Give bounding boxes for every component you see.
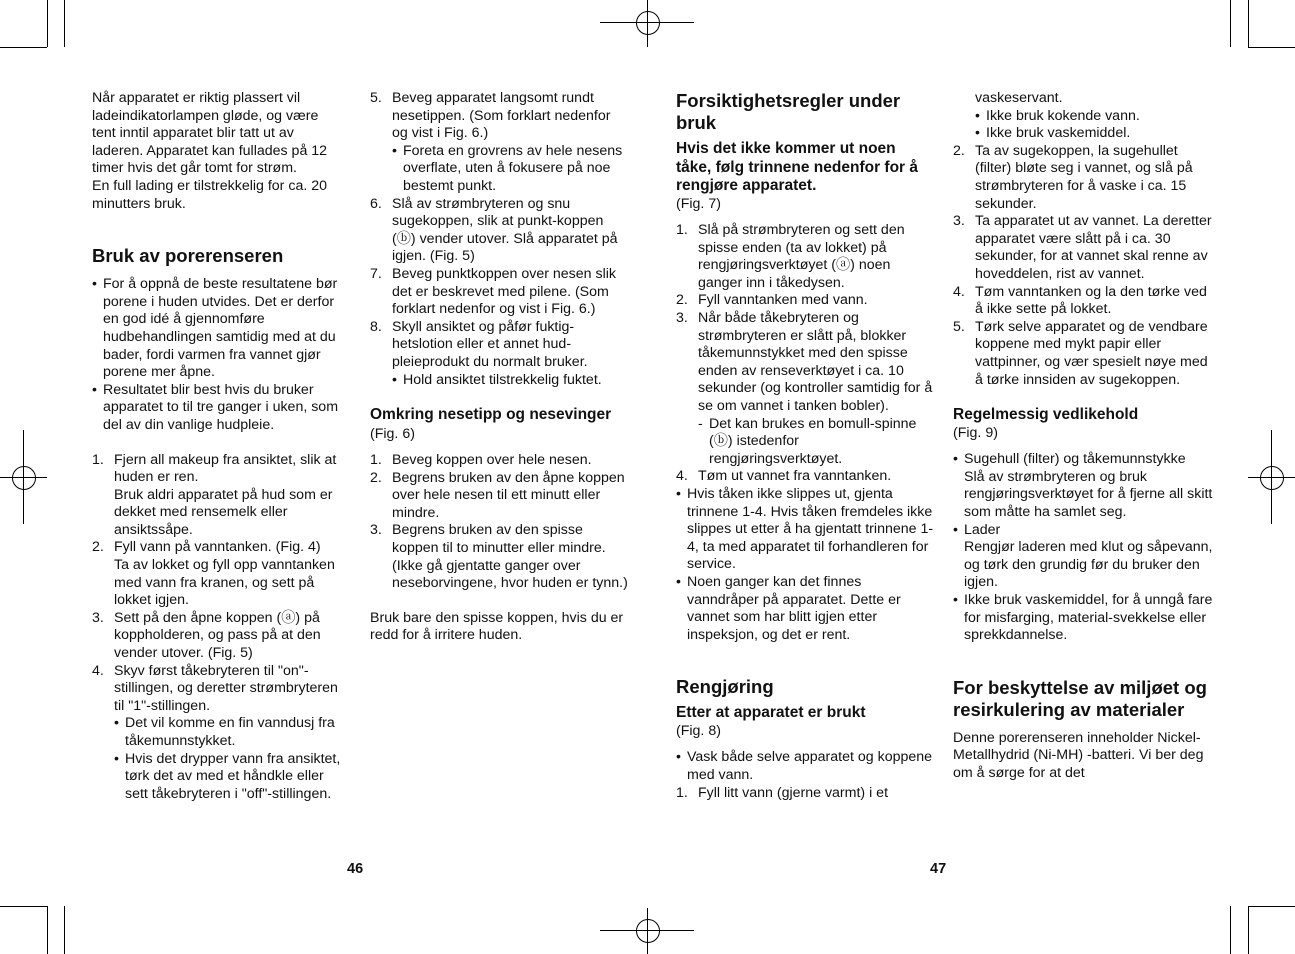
step-item: 4. Skyv først tåkebryteren til "on"-stillingen, og deretter strømbryteren til "1"-stillingen. <box>92 662 338 714</box>
section-heading: Rengjøring <box>676 676 774 698</box>
bullet-item: • Resultatet blir best hvis du bruker apparatet to til tre ganger i uken, som del av din vanlige hudpleie. <box>92 381 339 433</box>
step-item: 1. Beveg koppen over hele nesen. <box>370 452 592 469</box>
column-1 <box>92 90 344 803</box>
bullet-item: • Foreta en grovrens av hele nesens overflate, uten å fokusere på noe bestemt punkt. <box>392 142 623 194</box>
step-item: 5. Beveg apparatet langsomt rundt nesetippen. (Som forklart nedenfor og vist i Fig. 6.) • Foreta en grovrens av hele nesens overflate, uten å fokusere på noe bestemt punkt. <box>370 90 628 196</box>
note-paragraph: Bruk bare den spisse koppen, hvis du er redd for å irritere huden. <box>370 609 624 644</box>
step-item: 1. Fjern all makeup fra ansiktet, slik at huden er ren. Bruk aldri apparatet på hud som er dekket med rensemelk eller ansiktssåpe. <box>92 451 337 538</box>
bullet-item: • Hold ansiktet tilstrekkelig fuktet. <box>392 371 602 388</box>
step-item: 1. Slå på strømbryteren og sett den spisse enden (ta av lokket) på rengjøringsverktøyet (ⓐ) noen ganger inn i tåkedysen. <box>676 222 905 291</box>
step-item: 3. Begrens bruken av den spisse koppen til to minutter eller mindre. (Ikke gå gjentatte ganger over neseborvingene, hvor huden er tynn.) <box>370 522 628 592</box>
bullet-item: • Hvis det drypper vann fra ansiktet, tørk det av med et håndkle eller sett tåkebryteren i "off"-stillingen. <box>114 750 341 802</box>
bullet-item: • Det vil komme en fin vanndusj fra tåkemunnstykket. <box>114 715 335 749</box>
step-item: 3. Ta apparatet ut av vannet. La deretter apparatet være slått på i ca. 30 sekunder, for at vannet skal renne av hoveddelen, rist av vannet. <box>953 213 1212 282</box>
bullet-item: • Ikke bruk vaskemiddel. <box>975 125 1131 142</box>
continued-text: vaskeservant. <box>975 90 1063 106</box>
env-paragraph: Denne porerenseren inneholder Nickel-Metallhydrid (Ni-MH) -batteri. Vi ber deg om å sørge for at det <box>953 729 1204 781</box>
column-4 <box>953 90 1213 783</box>
fig-ref: (Fig. 8) <box>676 722 721 739</box>
intro-paragraph: En full lading er tilstrekkelig for ca. 20 minutters bruk. <box>92 177 327 212</box>
section-heading: Omkring nesetipp og nesevinger (Fig. 6) <box>370 406 612 442</box>
bullet-item: • Vask både selve apparatet og koppene med vann. <box>676 749 933 784</box>
step-item: 1. Fyll litt vann (gjerne varmt) i et <box>676 784 889 801</box>
step-item: 4. Tøm ut vannet fra vanntanken. <box>676 468 892 485</box>
page-number-left: 46 <box>347 861 364 877</box>
bullet-item: • Noen ganger kan det finnes vanndråper på apparatet. Dette er vannet som har blitt igjen etter inspeksjon, og det er rent. <box>676 573 901 643</box>
step-item: 3. Når både tåkebryteren og strømbryteren er slått på, blokker tåkemunnstykket med den spisse enden av renseverktøyet i ca. 10 sekunder (og kontroller samtidig for å se om vannet i tanken bobler). - Det kan brukes en bomull-spinne (ⓑ) istedenfor rengjøringsverktøyet. <box>676 310 933 467</box>
section-heading: Regelmessig vedlikehold <box>953 406 1139 424</box>
sub-heading: Etter at apparatet er brukt <box>676 704 866 722</box>
dash-item: - Det kan brukes en bomull-spinne (ⓑ) istedenfor rengjøringsverktøyet. <box>698 415 917 467</box>
section-heading: Bruk av porerenseren <box>92 245 284 267</box>
step-item: 2. Fyll vann på vanntanken. (Fig. 4) Ta av lokket og fyll opp vanntanken med vann fra kranen, og sett på lokket igjen. <box>92 539 335 609</box>
step-item: 2. Fyll vanntanken med vann. <box>676 292 868 309</box>
section-heading: For beskyttelse av miljøet og resirkulering av materialer <box>953 676 1207 720</box>
fig-ref: (Fig. 9) <box>953 424 998 441</box>
step-item: 2. Ta av sugekoppen, la sugehullet (filter) bløte seg i vannet, og slå på strømbryteren for å vaske i ca. 15 sekunder. <box>953 142 1193 212</box>
bullet-item: • Lader Rengjør laderen med klut og såpevann, og tørk den grundig før du bruker den igjen. <box>953 521 1213 591</box>
intro-paragraph: Når apparatet er riktig plassert vil ladeindikatorlampen gløde, og være tent inntil apparatet blir tatt ut av laderen. Apparatet kan fullades på 12 timer hvis det går tomt for strøm. <box>92 90 328 177</box>
bullet-item: • Hvis tåken ikke slippes ut, gjenta trinnene 1-4. Hvis tåken fremdeles ikke slippes ut etter å ha gjentatt trinnene 1-4, ta med apparatet til forhandleren for service. <box>676 486 934 573</box>
step-item: 8. Skyll ansiktet og påfør fuktig-hetslotion eller et annet hud-pleieprodukt du normalt bruker. • Hold ansiktet tilstrekkelig fuktet. <box>370 319 628 389</box>
fig-ref: (Fig. 7) <box>676 195 721 212</box>
page-number-right: 47 <box>930 861 947 877</box>
step-item: 7. Beveg punktkoppen over nesen slik det er beskrevet med pilene. (Som forklart nedenfor og vist i Fig. 6.) <box>370 265 616 318</box>
column-2 <box>370 90 628 645</box>
bullet-item: • Ikke bruk kokende vann. <box>975 107 1140 124</box>
step-item: 6. Slå av strømbryteren og snu sugekoppen, slik at punkt-koppen (ⓑ) vender utover. Slå apparatet på igjen. (Fig. 5) <box>370 195 618 265</box>
column-3 <box>676 90 934 802</box>
step-item: 2. Begrens bruken av den åpne koppen over hele nesen til ett minutt eller mindre. <box>370 469 625 521</box>
step-item: 5. Tørk selve apparatet og de vendbare koppene med mykt papir eller vattpinner, og vær spesielt nøye med å tørke innsiden av sugekoppen. <box>953 318 1208 388</box>
bullet-item: • Sugehull (filter) og tåkemunnstykke Slå av strømbryteren og bruk rengjøringsverktøyet for å fjerne all skitt som måtte ha samlet seg. <box>953 451 1213 520</box>
sub-heading: Hvis det ikke kommer ut noen tåke, følg trinnene nedenfor for å rengjøre apparatet. <box>676 140 918 194</box>
step-item: 4. Tøm vanntanken og la den tørke ved å ikke sette på lokket. <box>953 283 1207 318</box>
bullet-item: • For å oppnå de beste resultatene bør porene i huden utvides. Det er derfor en god idé å gjennomføre hudbehandlingen samtidig med at du bader, fordi varmen fra vannet gjør porene mer åpne. <box>92 276 338 381</box>
section-heading: Forsiktighetsregler under bruk <box>676 90 901 133</box>
step-item: 3. Sett på den åpne koppen (ⓐ) på koppholderen, og pass på at den vender utover. (Fig. 5) <box>92 609 321 662</box>
bullet-item: • Ikke bruk vaskemiddel, for å unngå fare for misfarging, material-svekkelse eller sprekkdannelse. <box>953 591 1213 644</box>
